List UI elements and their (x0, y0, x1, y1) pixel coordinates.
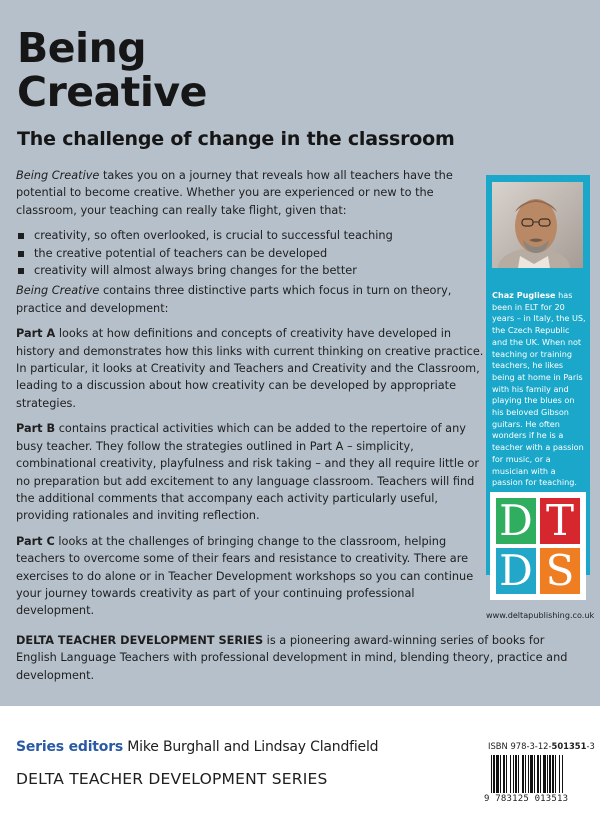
dtds-logo (490, 492, 586, 600)
series-editors-names: Mike Burghall and Lindsay Clandfield (123, 739, 379, 755)
barcode-bar (534, 755, 535, 793)
barcode-bar (500, 755, 501, 793)
bullet-list (16, 227, 486, 279)
series-name: DELTA TEACHER DEVELOPMENT SERIES (16, 770, 328, 788)
intro-paragraph (16, 167, 486, 219)
barcode-bar (559, 755, 560, 793)
barcode-bar (540, 755, 541, 793)
series-editors (16, 739, 378, 755)
barcode-bar (547, 755, 548, 793)
barcode-bar (562, 755, 563, 793)
barcode-bar (518, 755, 519, 793)
logo-letter: S (545, 546, 575, 595)
part-c-text: looks at the challenges of bringing change to the classroom, helping teachers to overcome some of their fears and resistance to creativity. There are exercises to do alone or in Teacher Development workshops so you can continue your journey towards creativity as part of your continuing professional development. (16, 534, 474, 618)
book-subtitle: The challenge of change in the classroom (17, 128, 455, 150)
barcode-bar (493, 755, 495, 793)
logo-tile (540, 548, 580, 594)
series-blurb-lead: DELTA TEACHER DEVELOPMENT SERIES (16, 634, 264, 647)
logo-tile (496, 548, 536, 594)
barcode-bar (537, 755, 539, 793)
barcode-bar (515, 755, 517, 793)
barcode-bar (506, 755, 507, 793)
logo-tile (540, 498, 580, 544)
barcode-bar (496, 755, 499, 793)
author-bio-text: has been in ELT for 20 years – in Italy, the US, the Czech Republic and the UK. When not teaching or training teachers, he likes being at home in Paris with his family and playing the blues on his beloved Gibson guitars. He often wonders if he is a teacher with a passion for music, or a musician with a passion for teaching. (492, 290, 586, 488)
intro-text: takes you on a journey that reveals how all teachers have the potential to become creative. Whether you are experienced or new to the classroom, your teaching can really take flight, given that: (16, 169, 453, 217)
part-b-label: Part B (16, 422, 56, 436)
logo-letter: D (499, 546, 533, 595)
barcode-bar (510, 755, 511, 793)
barcode (490, 755, 585, 793)
author-name: Chaz Pugliese (492, 290, 556, 300)
isbn (488, 741, 595, 751)
barcode-number: 9 783125 013513 (484, 794, 569, 804)
series-blurb (16, 632, 586, 684)
isbn-bold: 501351 (551, 741, 587, 751)
part-c-label: Part C (16, 534, 55, 548)
part-a-text: looks at how definitions and concepts of creativity have developed in history and demonstrates how this links with current thinking on creative practice. In particular, it looks at Creativity and Teachers and Creativity and the Classroom, leading to a discussion about how creativity can be developed by appropriate strategies. (16, 327, 484, 410)
series-blurb-text: is a pioneering award-winning series of books for English Language Teachers with professional development in mind, blending theory, practice and development. (16, 634, 568, 682)
blurb (16, 167, 486, 628)
barcode-bar (525, 755, 526, 793)
part-a-label: Part A (16, 327, 56, 341)
part-b-text: contains practical activities which can be added to the repertoire of any busy teacher. They follow the strategies outlined in Part A – simplicity, combinational creativity, playfulness and risk taking – and they all require little or no preparation but add excitement to any language classroom. Teachers will find the additional comments that accompany each activity particularly useful, providing rationales and inviting reflection. (16, 422, 480, 523)
barcode-bar (530, 755, 533, 793)
barcode-bar (503, 755, 505, 793)
bullet-item: creativity, so often overlooked, is crucial to successful teaching (16, 227, 486, 244)
barcode-bar (522, 755, 524, 793)
barcode-bar (543, 755, 546, 793)
title-line-1: Being (17, 24, 147, 72)
part-c-paragraph (16, 533, 486, 620)
bullet-item: creativity will almost always bring changes for the better (16, 262, 486, 279)
bullet-item: the creative potential of teachers can be developed (16, 245, 486, 262)
author-bio (492, 290, 586, 489)
isbn-suffix: -3 (586, 741, 595, 751)
barcode-bar (491, 755, 492, 793)
barcode-bar (513, 755, 514, 793)
title-line-2: Creative (17, 68, 207, 116)
book-title (17, 26, 207, 114)
author-photo (492, 182, 583, 268)
logo-letter: D (499, 496, 533, 545)
publisher-website[interactable]: www.deltapublishing.co.uk (486, 610, 595, 620)
logo-tile (496, 498, 536, 544)
barcode-bar (552, 755, 554, 793)
logo-letter: T (545, 496, 574, 545)
part-b-paragraph (16, 420, 486, 524)
isbn-prefix: ISBN 978-3-12- (488, 741, 552, 751)
part-a-paragraph (16, 325, 486, 412)
barcode-bar (549, 755, 551, 793)
parts-intro-paragraph (16, 282, 486, 317)
parts-intro-lead: Being Creative (16, 284, 100, 298)
parts-intro-text: contains three distinctive parts which focus in turn on theory, practice and development: (16, 284, 452, 315)
series-editors-label: Series editors (16, 739, 124, 755)
intro-lead: Being Creative (16, 169, 100, 182)
barcode-bar (555, 755, 556, 793)
barcode-bar (528, 755, 529, 793)
